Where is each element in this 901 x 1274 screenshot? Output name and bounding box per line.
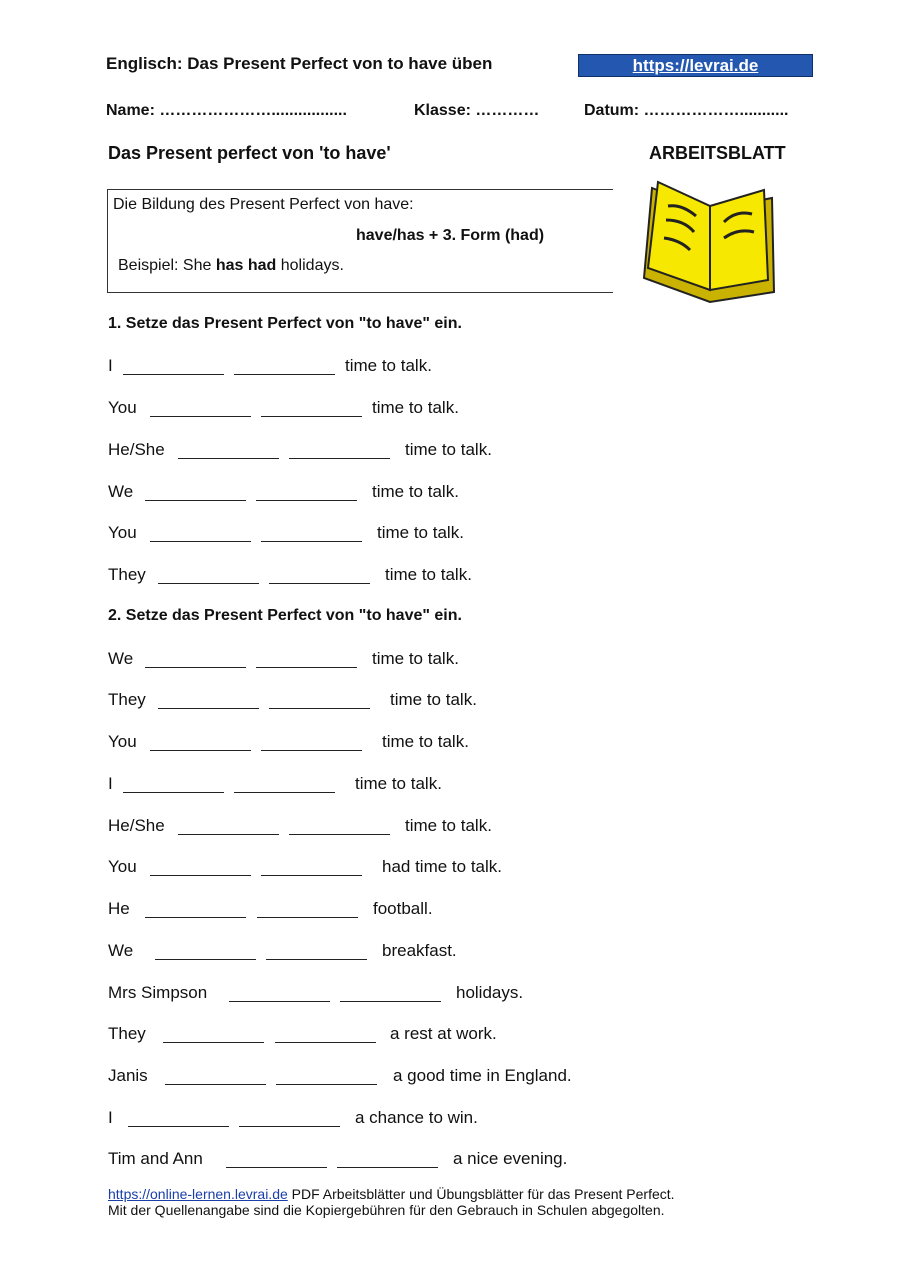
rule-formula: have/has + 3. Form (had) <box>356 227 545 244</box>
answer-blank-1[interactable] <box>145 482 246 501</box>
answer-blank-1[interactable] <box>178 440 279 459</box>
answer-blank-1[interactable] <box>145 899 246 918</box>
answer-blank-1[interactable] <box>165 1066 266 1085</box>
row-rest: a rest at work. <box>390 1024 497 1043</box>
row-subject: They <box>108 690 146 709</box>
exercise-row <box>108 899 588 921</box>
row-subject: They <box>108 1024 146 1043</box>
row-rest: football. <box>373 899 433 918</box>
answer-blank-1[interactable] <box>123 774 224 793</box>
section2-heading: 2. Setze das Present Perfect von "to have" ein. <box>108 607 462 624</box>
answer-blank-2[interactable] <box>261 398 362 417</box>
answer-blank-1[interactable] <box>229 983 330 1002</box>
answer-blank-2[interactable] <box>261 523 362 542</box>
row-subject: We <box>108 649 134 668</box>
answer-blank-1[interactable] <box>178 816 279 835</box>
answer-blank-2[interactable] <box>275 1024 376 1043</box>
answer-blank-2[interactable] <box>256 482 357 501</box>
answer-blank-2[interactable] <box>340 983 441 1002</box>
row-rest: time to talk. <box>385 565 472 584</box>
example-suffix: holidays. <box>276 257 344 274</box>
row-subject: You <box>108 398 137 417</box>
answer-blank-2[interactable] <box>337 1149 438 1168</box>
answer-blank-2[interactable] <box>276 1066 377 1085</box>
answer-blank-2[interactable] <box>266 941 367 960</box>
exercise-row <box>108 565 588 587</box>
answer-blank-1[interactable] <box>150 523 251 542</box>
answer-blank-1[interactable] <box>158 690 259 709</box>
exercise-row <box>108 1024 588 1046</box>
exercise-row <box>108 482 588 504</box>
answer-blank-2[interactable] <box>289 440 390 459</box>
answer-blank-2[interactable] <box>261 857 362 876</box>
site-link[interactable]: https://levrai.de <box>578 54 813 77</box>
row-subject: He <box>108 899 130 918</box>
exercise-row <box>108 649 588 671</box>
row-subject: I <box>108 774 113 793</box>
answer-blank-1[interactable] <box>163 1024 264 1043</box>
exercise-row <box>108 398 588 420</box>
answer-blank-2[interactable] <box>256 649 357 668</box>
row-subject: Janis <box>108 1066 148 1085</box>
answer-blank-1[interactable] <box>150 398 251 417</box>
row-rest: time to talk. <box>372 398 459 417</box>
row-subject: You <box>108 857 137 876</box>
row-rest: time to talk. <box>372 649 459 668</box>
answer-blank-2[interactable] <box>234 774 335 793</box>
answer-blank-2[interactable] <box>289 816 390 835</box>
footer-line2: Mit der Quellenangabe sind die Kopiergebühren für den Gebrauch in Schulen abgegolten. <box>108 1202 665 1218</box>
answer-blank-1[interactable] <box>150 732 251 751</box>
class-field: Klasse: ………… <box>414 102 540 119</box>
row-subject: They <box>108 565 146 584</box>
answer-blank-1[interactable] <box>128 1108 229 1127</box>
row-rest: time to talk. <box>372 482 459 501</box>
row-subject: We <box>108 482 134 501</box>
section1-heading: 1. Setze das Present Perfect von "to have" ein. <box>108 315 462 332</box>
exercise-row <box>108 1149 588 1171</box>
answer-blank-1[interactable] <box>145 649 246 668</box>
exercise-row <box>108 983 588 1005</box>
row-rest: a chance to win. <box>355 1108 478 1127</box>
answer-blank-2[interactable] <box>257 899 358 918</box>
row-subject: We <box>108 941 134 960</box>
row-rest: holidays. <box>456 983 524 1002</box>
sheet-type-label: ARBEITSBLATT <box>649 143 786 163</box>
exercise-row <box>108 816 588 838</box>
exercise-row <box>108 1108 588 1130</box>
row-rest: time to talk. <box>382 732 469 751</box>
row-subject: You <box>108 523 137 542</box>
answer-blank-1[interactable] <box>123 356 224 375</box>
exercise-row <box>108 440 588 462</box>
answer-blank-2[interactable] <box>234 356 335 375</box>
row-subject: He/She <box>108 816 165 835</box>
row-rest: had time to talk. <box>382 857 503 876</box>
row-subject: You <box>108 732 137 751</box>
answer-blank-2[interactable] <box>269 690 370 709</box>
row-rest: time to talk. <box>390 690 477 709</box>
exercise-row <box>108 941 588 963</box>
footer <box>108 1186 675 1218</box>
answer-blank-2[interactable] <box>261 732 362 751</box>
exercise-row <box>108 356 588 378</box>
answer-blank-2[interactable] <box>239 1108 340 1127</box>
row-rest: a nice evening. <box>453 1149 568 1168</box>
answer-blank-1[interactable] <box>158 565 259 584</box>
row-subject: Tim and Ann <box>108 1149 203 1168</box>
row-rest: time to talk. <box>355 774 442 793</box>
row-rest: time to talk. <box>345 356 432 375</box>
row-rest: time to talk. <box>405 816 492 835</box>
open-book-icon <box>640 180 780 305</box>
exercise-row <box>108 690 588 712</box>
exercise-row <box>108 732 588 754</box>
answer-blank-1[interactable] <box>150 857 251 876</box>
exercise-row <box>108 774 588 796</box>
rule-example <box>118 257 344 275</box>
example-bold: has had <box>215 257 277 274</box>
rule-intro: Die Bildung des Present Perfect von have: <box>113 196 414 213</box>
row-rest: time to talk. <box>405 440 492 459</box>
row-subject: I <box>108 1108 113 1127</box>
date-field: Datum: ………………........... <box>584 102 789 119</box>
answer-blank-1[interactable] <box>226 1149 327 1168</box>
footer-link[interactable]: https://online-lernen.levrai.de <box>108 1186 288 1202</box>
row-rest: a good time in England. <box>393 1066 572 1085</box>
worksheet-header-title: Englisch: Das Present Perfect von to have üben <box>106 54 493 73</box>
exercise-row <box>108 523 588 545</box>
row-subject: He/She <box>108 440 165 459</box>
exercise-row <box>108 1066 588 1088</box>
answer-blank-2[interactable] <box>269 565 370 584</box>
sheet-title: Das Present perfect von 'to have' <box>108 143 391 163</box>
exercise-row <box>108 857 588 879</box>
name-field: Name: …………………................. <box>106 102 347 119</box>
row-rest: breakfast. <box>382 941 457 960</box>
example-prefix: Beispiel: She <box>118 257 216 274</box>
row-subject: I <box>108 356 113 375</box>
row-rest: time to talk. <box>377 523 464 542</box>
footer-line1: PDF Arbeitsblätter und Übungsblätter für das Present Perfect. <box>287 1186 675 1202</box>
row-subject: Mrs Simpson <box>108 983 208 1002</box>
answer-blank-1[interactable] <box>155 941 256 960</box>
